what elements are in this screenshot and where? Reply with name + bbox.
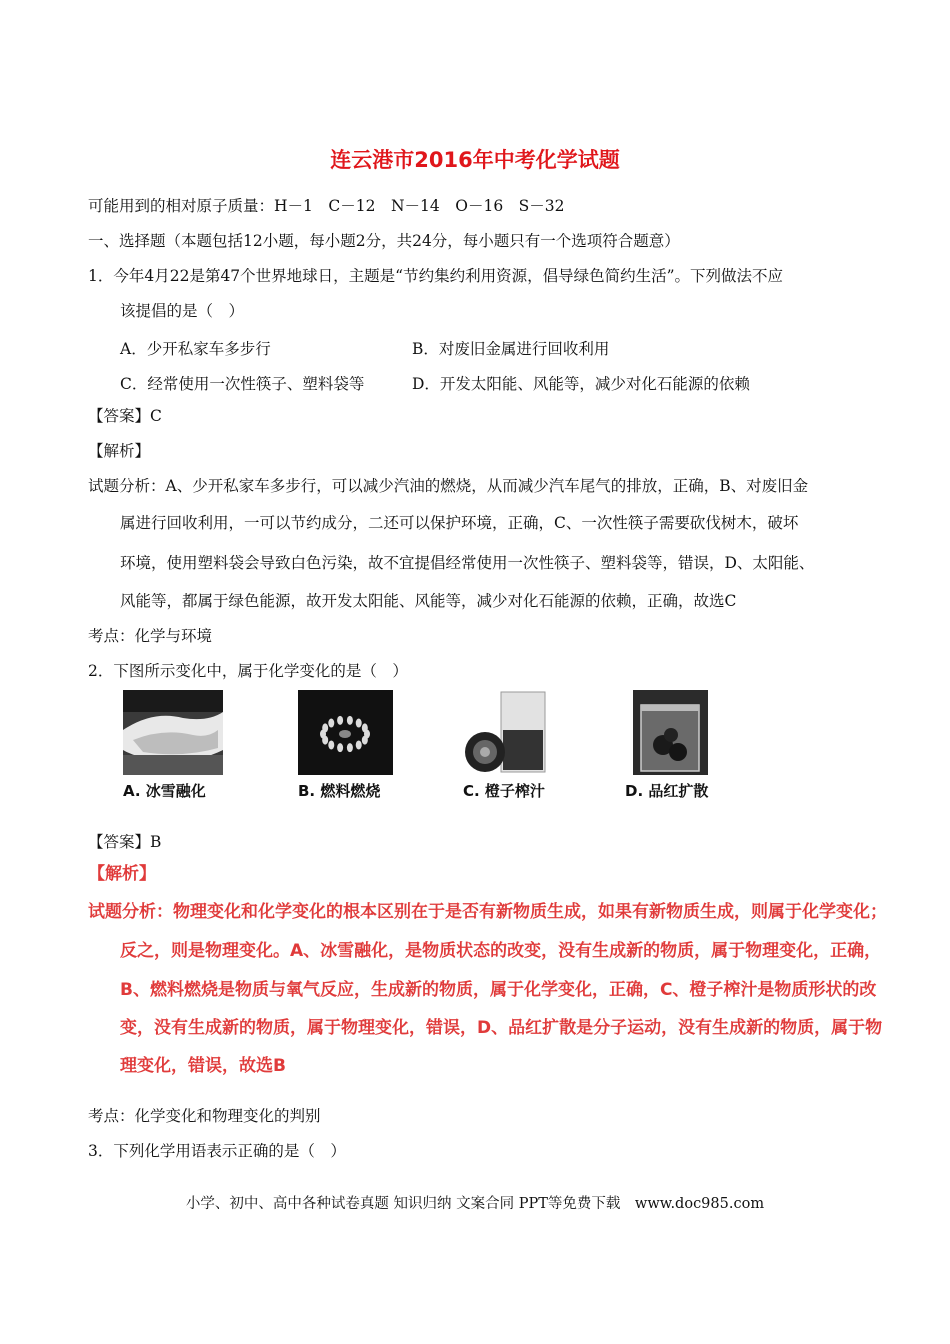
q2-caption-c: C. 橙子榨汁 [463,782,545,800]
q2-caption-b: B. 燃料燃烧 [298,782,381,800]
q1-analysis-line: 风能等，都属于绿色能源，故开发太阳能、风能等，减少对化石能源的依赖，正确，故选C [120,592,737,610]
section-heading: 一、选择题（本题包括12小题，每小题2分，共24分，每小题只有一个选项符合题意） [88,232,680,250]
q2-analysis-line: 理变化，错误，故选B [120,1056,286,1076]
q2-caption-d: D. 品红扩散 [625,782,709,800]
burning-fuel-image [298,690,393,775]
q2-analysis-label: 【解析】 [88,864,156,884]
q2-answer: 【答案】B [88,833,162,851]
q1-stem-line2: 该提倡的是（ ） [120,302,245,320]
q1-answer: 【答案】C [88,407,162,425]
q1-option-d: D．开发太阳能、风能等，减少对化石能源的依赖 [412,375,750,393]
page-title: 连云港市2016年中考化学试题 [330,148,620,172]
q1-analysis-line: 属进行回收利用，一可以节约成分，二还可以保护环境，正确，C、一次性筷子需要砍伐树木，破坏 [120,514,799,532]
q2-analysis-line: B、燃料燃烧是物质与氧气反应，生成新的物质，属于化学变化，正确，C、橙子榨汁是物质形状的改 [120,980,877,1000]
dye-diffusion-image [633,690,708,775]
page-footer: 小学、初中、高中各种试卷真题 知识归纳 文案合同 PPT等免费下载 www.doc985.com [185,1196,765,1212]
orange-juice-image [463,690,553,775]
q1-option-c: C．经常使用一次性筷子、塑料袋等 [120,375,365,393]
q1-option-a: A．少开私家车多步行 [120,340,271,358]
q1-analysis-label: 【解析】 [88,442,151,460]
q1-analysis-line: 环境，使用塑料袋会导致白色污染，故不宜提倡经常使用一次性筷子、塑料袋等，错误，D、太阳能、 [120,554,815,572]
q2-figure [118,690,738,805]
q1-stem-line1: 1．今年4月22是第47个世界地球日，主题是“节约集约利用资源，倡导绿色简约生活”。下列做法不应 [88,267,784,285]
q2-stem: 2．下图所示变化中，属于化学变化的是（ ） [88,662,408,680]
q1-analysis-line: 试题分析：A、少开私家车多步行，可以减少汽油的燃烧，从而减少汽车尾气的排放，正确，B、对废旧金 [88,477,809,495]
q1-option-b: B．对废旧金属进行回收利用 [412,340,610,358]
q1-point: 考点：化学与环境 [88,627,213,645]
q2-analysis-line: 变，没有生成新的物质，属于物理变化，错误，D、品红扩散是分子运动，没有生成新的物质，属于物 [120,1018,883,1038]
atomic-masses: 可能用到的相对原子质量：H－1 C－12 N－14 O－16 S－32 [88,197,565,215]
q2-point: 考点：化学变化和物理变化的判别 [88,1107,321,1125]
melting-snow-image [123,690,223,775]
q2-analysis-line: 试题分析：物理变化和化学变化的根本区别在于是否有新物质生成，如果有新物质生成，则属于化学变化； [88,902,887,922]
q2-analysis-line: 反之，则是物理变化。A、冰雪融化，是物质状态的改变，没有生成新的物质，属于物理变化，正确， [120,941,882,961]
q3-stem: 3．下列化学用语表示正确的是（ ） [88,1142,346,1160]
q2-caption-a: A. 冰雪融化 [123,782,206,800]
